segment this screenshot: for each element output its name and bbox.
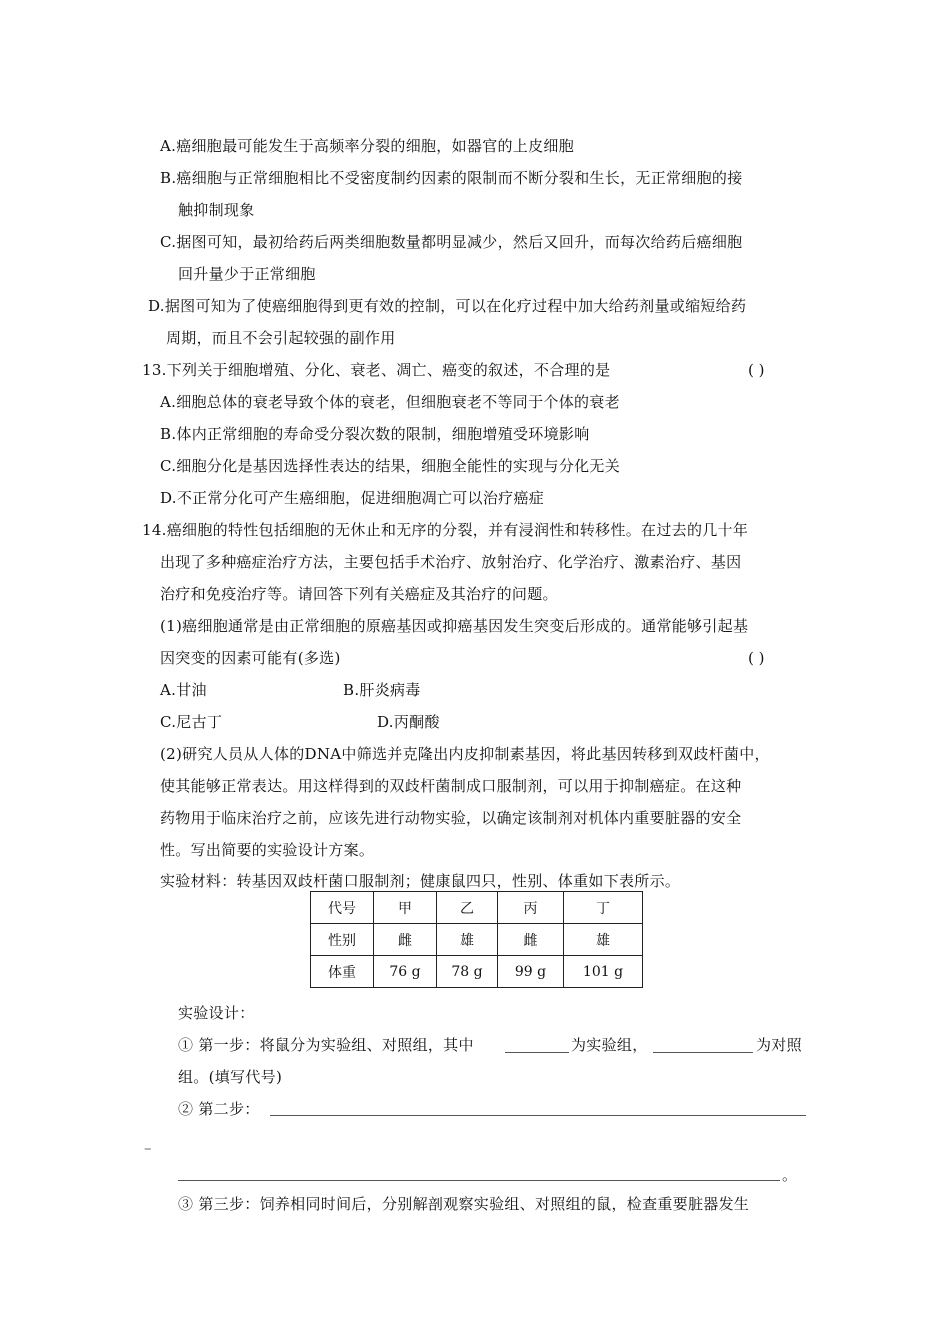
step3-text: ③ 第三步：饲养相同时间后，分别解剖观察实验组、对照组的鼠，检查重要脏器发生 bbox=[178, 1195, 750, 1213]
q13-option-b: B.体内正常细胞的寿命受分裂次数的限制，细胞增殖受环境影响 bbox=[160, 425, 590, 443]
q14-option-c: C.尼古丁 bbox=[160, 713, 223, 731]
q14-stem-line2: 出现了多种癌症治疗方法，主要包括手术治疗、放射治疗、化学治疗、激素治疗、基因 bbox=[160, 553, 742, 571]
q13-option-a: A.细胞总体的衰老导致个体的衰老，但细胞衰老不等同于个体的衰老 bbox=[160, 393, 620, 411]
q12-option-c-line1: C.据图可知，最初给药后两类细胞数量都明显减少，然后又回升，而每次给药后癌细胞 bbox=[160, 233, 743, 251]
table-cell: 体重 bbox=[311, 956, 374, 988]
q14-option-b: B.肝炎病毒 bbox=[343, 681, 421, 699]
table-cell: 雄 bbox=[564, 924, 643, 956]
q12-option-b-line2: 触抑制现象 bbox=[178, 201, 255, 219]
table-cell: 雌 bbox=[498, 924, 564, 956]
q14-part1-line1: (1)癌细胞通常是由正常细胞的原癌基因或抑癌基因发生突变后形成的。通常能够引起基 bbox=[160, 617, 749, 635]
step2-blank-line1[interactable] bbox=[270, 1115, 806, 1116]
design-title: 实验设计： bbox=[178, 1004, 255, 1022]
table-row bbox=[311, 956, 643, 988]
step1-blank-control[interactable] bbox=[653, 1052, 753, 1053]
q14-part1-answer-paren: ( ) bbox=[748, 649, 765, 667]
table-cell: 99 g bbox=[498, 956, 564, 988]
table-cell: 101 g bbox=[564, 956, 643, 988]
q14-part2-line4: 性。写出简要的实验设计方案。 bbox=[160, 841, 375, 859]
step1-text-a: ① 第一步：将鼠分为实验组、对照组，其中 bbox=[178, 1036, 474, 1054]
q12-option-c-line2: 回升量少于正常细胞 bbox=[178, 265, 316, 283]
table-cell: 代号 bbox=[311, 892, 374, 924]
q14-option-d: D.丙酮酸 bbox=[377, 713, 440, 731]
mouse-data-table bbox=[310, 891, 643, 988]
table-cell: 性别 bbox=[311, 924, 374, 956]
q14-materials: 实验材料：转基因双歧杆菌口服制剂；健康鼠四只，性别、体重如下表所示。 bbox=[160, 872, 681, 890]
q14-part2-line3: 药物用于临床治疗之前，应该先进行动物实验，以确定该制剂对机体内重要脏器的安全 bbox=[160, 809, 742, 827]
table-cell: 雄 bbox=[437, 924, 498, 956]
q12-option-d-line1: D.据图可知为了使癌细胞得到更有效的控制，可以在化疗过程中加大给药剂量或缩短给药 bbox=[148, 297, 747, 315]
q13-answer-paren: ( ) bbox=[748, 361, 765, 379]
q14-part1-line2: 因突变的因素可能有(多选) bbox=[160, 649, 341, 667]
stray-mark: – bbox=[144, 1139, 152, 1157]
step2-blank-line2[interactable] bbox=[178, 1180, 780, 1181]
step2-end-mark: 。 bbox=[782, 1166, 798, 1184]
q14-stem-line3: 治疗和免疫治疗等。请回答下列有关癌症及其治疗的问题。 bbox=[160, 585, 558, 603]
step1-text-c: 为对照 bbox=[756, 1036, 802, 1054]
step1-blank-experimental[interactable] bbox=[505, 1052, 569, 1053]
q13-option-d: D.不正常分化可产生癌细胞，促进细胞凋亡可以治疗癌症 bbox=[160, 489, 545, 507]
table-cell: 丙 bbox=[498, 892, 564, 924]
q14-part2-line1: (2)研究人员从人体的DNA中筛选并克隆出内皮抑制素基因，将此基因转移到双歧杆菌中， bbox=[160, 745, 770, 763]
q13-option-c: C.细胞分化是基因选择性表达的结果，细胞全能性的实现与分化无关 bbox=[160, 457, 621, 475]
q14-stem-line1: 14.癌细胞的特性包括细胞的无休止和无序的分裂，并有浸润性和转移性。在过去的几十年 bbox=[142, 521, 749, 539]
table-cell: 雌 bbox=[374, 924, 437, 956]
q14-part2-line2: 使其能够正常表达。用这样得到的双歧杆菌制成口服制剂，可以用于抑制癌症。在这种 bbox=[160, 777, 742, 795]
q12-option-b-line1: B.癌细胞与正常细胞相比不受密度制约因素的限制而不断分裂和生长，无正常细胞的接 bbox=[160, 169, 743, 187]
q12-option-a: A.癌细胞最可能发生于高频率分裂的细胞，如器官的上皮细胞 bbox=[160, 137, 575, 155]
q13-stem: 13.下列关于细胞增殖、分化、衰老、凋亡、癌变的叙述，不合理的是 bbox=[142, 361, 611, 379]
step1-text-b: 为实验组， bbox=[571, 1036, 648, 1054]
table-cell: 乙 bbox=[437, 892, 498, 924]
q12-option-d-line2: 周期，而且不会引起较强的副作用 bbox=[166, 329, 396, 347]
table-row bbox=[311, 892, 643, 924]
table-cell: 76 g bbox=[374, 956, 437, 988]
q14-option-a: A.甘油 bbox=[160, 681, 207, 699]
step2-label: ② 第二步： bbox=[178, 1100, 260, 1118]
table-row bbox=[311, 924, 643, 956]
step1-line2: 组。(填写代号) bbox=[178, 1068, 283, 1086]
table-cell: 丁 bbox=[564, 892, 643, 924]
table-cell: 78 g bbox=[437, 956, 498, 988]
table-cell: 甲 bbox=[374, 892, 437, 924]
